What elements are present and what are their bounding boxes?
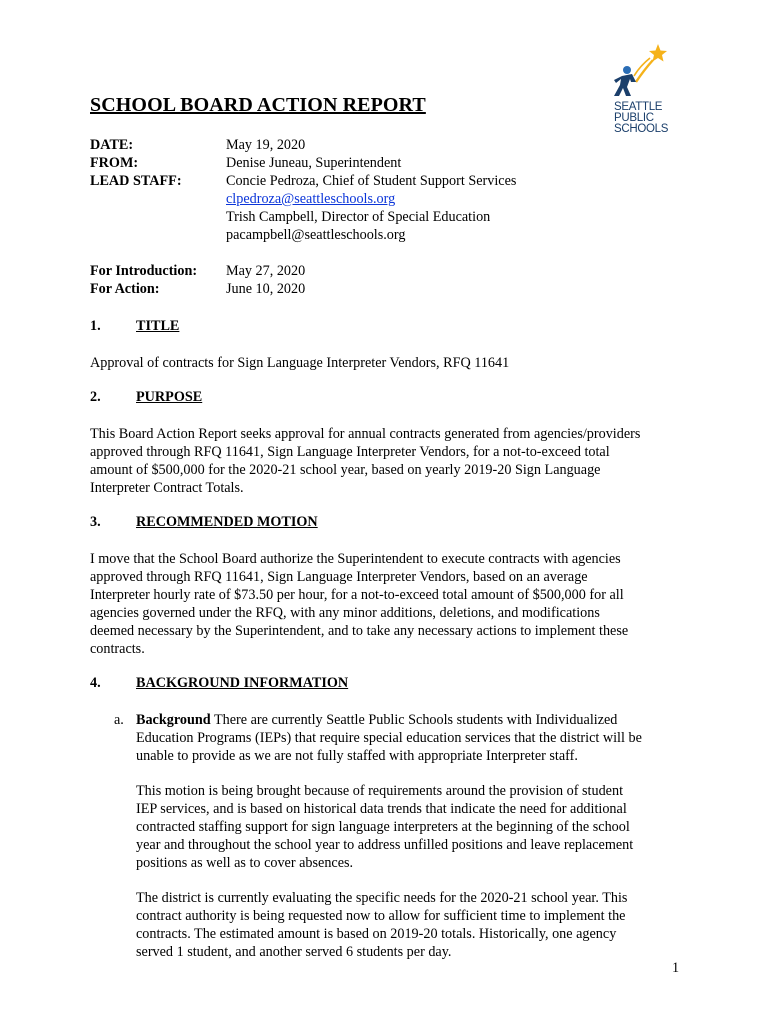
section-4-title: BACKGROUND INFORMATION <box>136 675 349 691</box>
subsection-a-paragraph-3: The district is currently evaluating the specific needs for the 2020-21 school year. This contract authority is being requested now to allow for sufficient time to implement the contracts. The estimated amount is based on 2019-20 totals. Historically, one agency served 1 student, and another served 6 students per day. <box>136 890 628 960</box>
date-label: DATE: <box>90 137 134 153</box>
lead2-value: Trish Campbell, Director of Special Education <box>226 209 491 225</box>
action-label: For Action: <box>90 281 160 297</box>
date-value: May 19, 2020 <box>226 137 306 153</box>
section-3-number: 3. <box>90 514 101 530</box>
section-1-title: TITLE <box>136 318 180 334</box>
section-2-text: This Board Action Report seeks approval for annual contracts generated from agencies/providers approved through RFQ 11641, Sign Language Interpreter Vendors, for a not-to-exceed total amount of $500,000 for the 2020-21 school year, based on yearly 2019-20 Sign Language Interpreter Contract Totals. <box>90 426 641 496</box>
seattle-public-schools-logo <box>606 42 676 142</box>
report-title: SCHOOL BOARD ACTION REPORT <box>90 94 426 116</box>
page-number: 1 <box>672 960 680 976</box>
star-figure-icon <box>606 42 676 102</box>
subsection-a-marker: a. <box>114 712 124 728</box>
from-value: Denise Juneau, Superintendent <box>226 155 402 171</box>
section-1-text: Approval of contracts for Sign Language Interpreter Vendors, RFQ 11641 <box>90 355 510 371</box>
intro-value: May 27, 2020 <box>226 263 306 279</box>
intro-label: For Introduction: <box>90 263 198 279</box>
action-value: June 10, 2020 <box>226 281 306 297</box>
from-label: FROM: <box>90 155 139 171</box>
logo-wordmark: SEATTLE PUBLIC SCHOOLS <box>614 101 669 135</box>
lead-staff-label: LEAD STAFF: <box>90 173 182 189</box>
section-3-title: RECOMMENDED MOTION <box>136 514 318 530</box>
subsection-a-text: Background There are currently Seattle Public Schools students with Individualized Education Programs (IEPs) that require special education services that the district will be unable to provide as we are not fully staffed with appropriate Interpreter staff. <box>136 712 642 764</box>
subsection-a-heading: Background <box>136 712 211 728</box>
lead-email-link[interactable]: clpedroza@seattleschools.org <box>226 191 396 207</box>
section-2-title: PURPOSE <box>136 389 203 405</box>
lead2-email: pacampbell@seattleschools.org <box>226 227 406 243</box>
section-3-text: I move that the School Board authorize the Superintendent to execute contracts with agencies approved through RFQ 11641, Sign Language Interpreter Vendors, based on an average Interpreter hourly rate of $73.50 per hour, for a not-to-exceed total amount of $500,000 for all agencies governed under the RFQ, with any minor additions, deletions, and modifications deemed necessary by the Superintendent, and to take any necessary actions to implement these contracts. <box>90 551 629 657</box>
section-4-number: 4. <box>90 675 101 691</box>
section-2-number: 2. <box>90 389 101 405</box>
section-1-number: 1. <box>90 318 101 334</box>
lead-staff-value: Concie Pedroza, Chief of Student Support Services <box>226 173 517 189</box>
subsection-a-paragraph-2: This motion is being brought because of requirements around the provision of student IEP services, and is based on historical data trends that indicate the need for additional contracted staffing support for sign language interpreters at the beginning of the school year and throughout the school year to address unfilled positions and leave replacement positions as well as to cover absences. <box>136 783 634 871</box>
